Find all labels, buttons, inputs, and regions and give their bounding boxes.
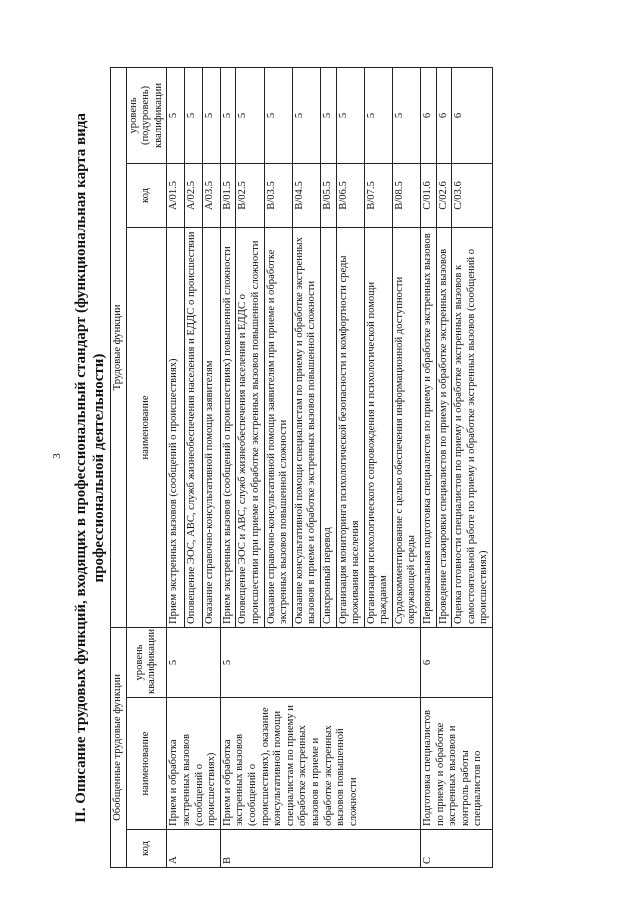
title-line-1: II. Описание трудовых функций, входящих в профессиональный стандарт (функциональная карта вида [73, 113, 89, 823]
function-name: Сурдокомментирование с целью обеспечения информационной доступности окружающей среды [392, 227, 420, 627]
function-name: Прием экстренных вызовов (сообщений о происшествиях) [167, 227, 185, 627]
function-code: B/01.5 [220, 163, 236, 227]
function-level: 5 [292, 67, 320, 163]
header-code: код [126, 830, 167, 868]
group-code: B [220, 830, 420, 868]
group-name: Прием и обработка экстренных вызовов (сообщений о происшествиях) [167, 698, 220, 830]
group-code: C [421, 830, 493, 868]
header-sublevel: уровень (подуровень) квалификации [126, 67, 167, 163]
function-level: 5 [336, 67, 364, 163]
title-line-2: профессиональной деятельности) [91, 353, 107, 583]
group-level: 5 [220, 627, 420, 697]
function-level: 5 [167, 67, 185, 163]
group-level: 5 [167, 627, 220, 697]
function-code: A/02.5 [185, 163, 203, 227]
function-code: B/02.5 [236, 163, 264, 227]
function-code: C/03.6 [452, 163, 493, 227]
function-name: Оценка готовности специалистов по приему и обработке экстренных вызовов к самостоятельной работе по приему и обработке экстренных вызовов (сообщений о происшествиях) [452, 227, 493, 627]
function-name: Оказание справочно-консультативной помощи заявителям [202, 227, 220, 627]
table-row [421, 67, 437, 867]
function-name: Организация мониторинга психологической безопасности и комфортности среды проживания населения [336, 227, 364, 627]
function-code: B/08.5 [392, 163, 420, 227]
function-level: 5 [320, 67, 336, 163]
function-level: 5 [236, 67, 264, 163]
function-level: 5 [264, 67, 292, 163]
function-level: 6 [436, 67, 452, 163]
function-name: Организация психологического сопровождения и психологической помощи гражданам [364, 227, 392, 627]
function-name: Оповещение ЭОС и АВС, служб жизнеобеспечения населения и ЕДДС о происшествии при приеме и обработке экстренных вызовов повышенной сложности [236, 227, 264, 627]
function-level: 5 [220, 67, 236, 163]
function-level: 5 [185, 67, 203, 163]
function-code: A/03.5 [202, 163, 220, 227]
function-level: 5 [364, 67, 392, 163]
function-level: 6 [452, 67, 493, 163]
function-level: 6 [421, 67, 437, 163]
header-level: уровень квалификации [126, 627, 167, 697]
function-name: Оказание консультативной помощи специалистам по приему и обработке экстренных вызовов в приеме и обработке экстренных вызовов повышенной сложности [292, 227, 320, 627]
section-title [70, 68, 110, 868]
header-name: наименование [126, 698, 167, 830]
page-number: 3 [51, 453, 63, 459]
group-name: Подготовка специалистов по приему и обработке экстренных вызовов и контроль работы специалистов по [421, 698, 493, 830]
function-name: Прием экстренных вызовов (сообщений о происшествиях) повышенной сложности [220, 227, 236, 627]
function-name: Оказание справочно-консультативной помощи заявителям при приеме и обработке экстренных вызовов повышенной сложности [264, 227, 292, 627]
function-name: Синхронный перевод [320, 227, 336, 627]
function-code: B/04.5 [292, 163, 320, 227]
function-level: 5 [202, 67, 220, 163]
table-row [220, 67, 236, 867]
function-level: 5 [392, 67, 420, 163]
function-code: C/01.6 [421, 163, 437, 227]
function-code: B/07.5 [364, 163, 392, 227]
function-code: C/02.6 [436, 163, 452, 227]
header-labor-functions: Трудовые функции [111, 67, 127, 627]
function-name: Первоначальная подготовка специалистов по приему и обработке экстренных вызовов [421, 227, 437, 627]
functional-map-table [110, 67, 493, 868]
header-generalized-functions: Обобщенные трудовые функции [111, 627, 127, 867]
function-code: B/03.5 [264, 163, 292, 227]
group-level: 6 [421, 627, 493, 697]
function-name: Проведение стажировки специалистов по приему и обработке экстренных вызовов [436, 227, 452, 627]
header-function-name: наименование [126, 227, 167, 627]
group-name: Прием и обработка экстренных вызовов (сообщений о происшествиях), оказание консультативной помощи специалистам по приему и обработке экстренных вызовов в приеме и обработке экстренных вызовов повышенной сложности [220, 698, 420, 830]
group-code: A [167, 830, 220, 868]
header-function-code: код [126, 163, 167, 227]
function-code: A/01.5 [167, 163, 185, 227]
function-name: Оповещение ЭОС, АВС, служб жизнеобеспечения населения и ЕДДС о происшествии [185, 227, 203, 627]
function-code: B/06.5 [336, 163, 364, 227]
rotated-page-content [70, 68, 600, 868]
table-row [167, 67, 185, 867]
function-code: B/05.5 [320, 163, 336, 227]
